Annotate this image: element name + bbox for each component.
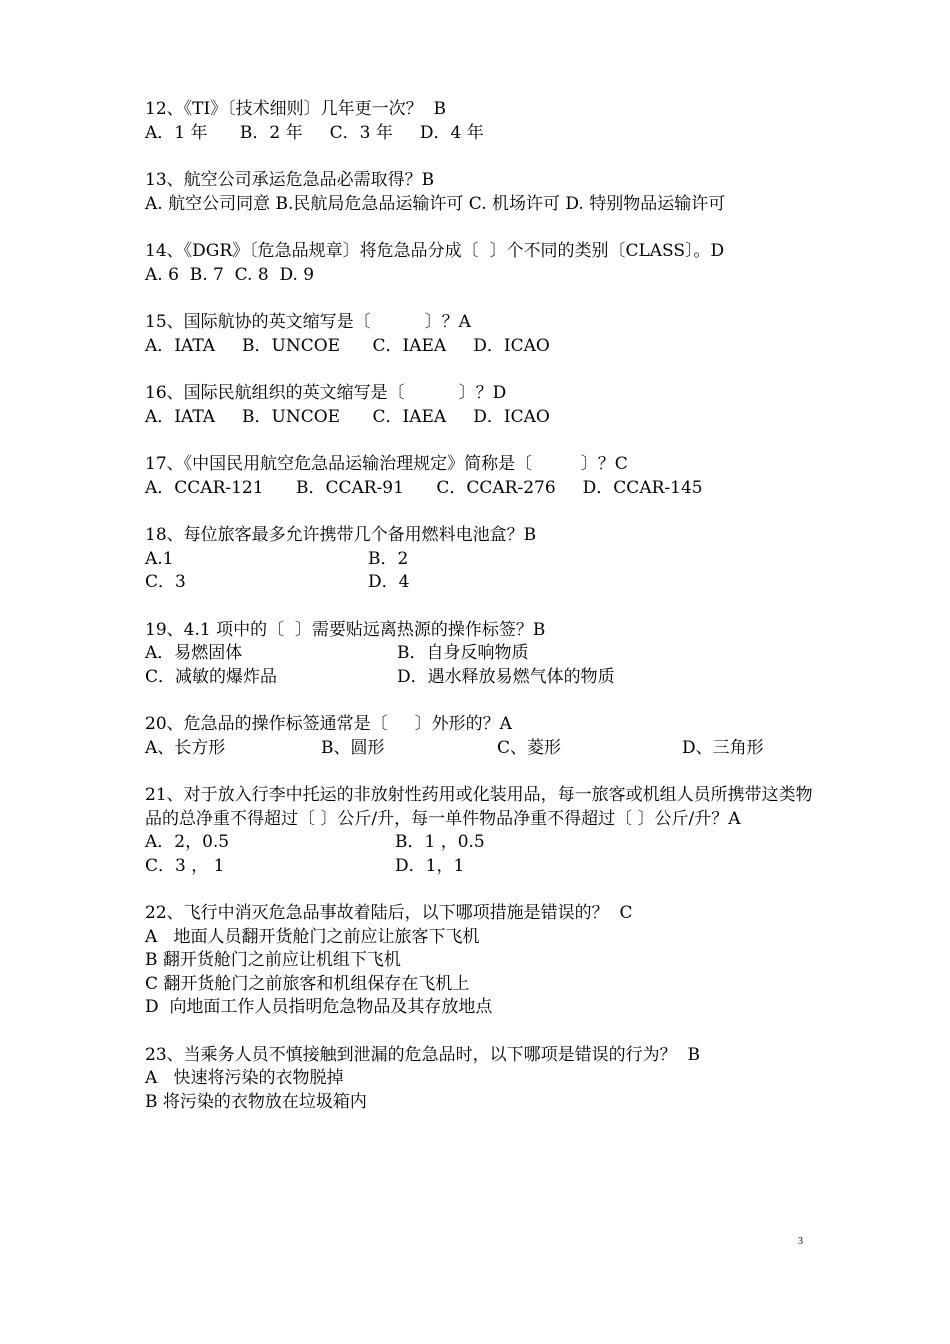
question-16 — [145, 382, 825, 429]
option-a: A．2，0.5 — [145, 832, 230, 852]
question-15 — [145, 311, 825, 358]
option-a: A．易燃固体 — [145, 643, 243, 663]
question-21 — [145, 784, 825, 878]
answer-row — [145, 831, 825, 855]
answer-options: A. 航空公司同意 B.民航局危急品运输许可 C. 机场许可 D. 特别物品运输许可 — [145, 193, 726, 214]
question-text: 23、当乘务人员不慎接触到泄漏的危急品时，以下哪项是错误的行为？ B — [145, 1044, 700, 1065]
option-b: B、圆形 — [321, 737, 385, 758]
answer-option-c: C 翻开货舱门之前旅客和机组保存在飞机上 — [145, 973, 470, 994]
option-c: C、菱形 — [497, 737, 562, 758]
question-list — [145, 98, 825, 1138]
answer-row — [145, 737, 825, 761]
option-c: C．减敏的爆炸品 — [145, 666, 278, 687]
answer-option-a: A 快速将污染的衣物脱掉 — [145, 1068, 344, 1088]
question-text: 12、《TI》〔技术细则〕几年更一次？ B — [145, 99, 446, 119]
answer-options: A．IATA B．UNCOE C．IAEA D．ICAO — [145, 335, 550, 356]
option-d: D、三角形 — [682, 737, 764, 758]
answer-option-a: A 地面人员翻开货舱门之前应让旅客下飞机 — [145, 926, 480, 947]
question-text: 17、《中国民用航空危急品运输治理规定》简称是〔 〕？C — [145, 454, 628, 474]
question-22 — [145, 902, 825, 1020]
answer-row — [145, 571, 825, 595]
question-text: 15、国际航协的英文缩写是〔 〕？A — [145, 312, 471, 332]
question-text: 22、飞行中消灭危急品事故着陆后，以下哪项措施是错误的？ C — [145, 903, 633, 923]
question-14 — [145, 240, 825, 287]
page-number: 3 — [798, 1236, 803, 1247]
option-b: B．1 ，0.5 — [395, 832, 485, 852]
question-13 — [145, 169, 825, 216]
question-text: 20、危急品的操作标签通常是〔 〕外形的？A — [145, 714, 512, 734]
answer-row — [145, 642, 825, 666]
question-text: 13、航空公司承运危急品必需取得？B — [145, 170, 435, 190]
answer-row — [145, 855, 825, 879]
answer-row — [145, 548, 825, 572]
option-c: C．3 ， 1 — [145, 855, 225, 876]
answer-options: A．IATA B．UNCOE C．IAEA D．ICAO — [145, 406, 550, 427]
question-17 — [145, 453, 825, 500]
question-23 — [145, 1044, 825, 1115]
answer-row — [145, 666, 825, 690]
question-18 — [145, 524, 825, 595]
answer-options: A．1 年 B．2 年 C．3 年 D．4 年 — [145, 122, 484, 143]
question-text: 21、对于放入行李中托运的非放射性药用或化装用品，每一旅客或机组人员所携带这类物品的总净重不得超过〔 〕公斤/升，每一单件物品净重不得超过〔 〕公斤/升？A — [145, 785, 813, 829]
answer-options: A. 6 B. 7 C. 8 D. 9 — [145, 264, 315, 285]
option-d: D．1，1 — [395, 855, 465, 876]
question-text: 14、《DGR》〔危急品规章〕将危急品分成〔 〕个不同的类别〔CLASS〕。D — [145, 241, 725, 261]
option-b: B．自身反响物质 — [397, 643, 529, 663]
option-d: D．遇水释放易燃气体的物质 — [397, 666, 615, 687]
question-text: 19、4.1 项中的〔 〕需要贴远离热源的操作标签？B — [145, 619, 546, 640]
question-20 — [145, 713, 825, 760]
answer-option-d: D 向地面工作人员指明危急物品及其存放地点 — [145, 997, 493, 1017]
option-a: A.1 — [145, 548, 174, 569]
question-19 — [145, 619, 825, 690]
question-12 — [145, 98, 825, 145]
option-d: D．4 — [368, 572, 410, 592]
answer-option-b: B 翻开货舱门之前应让机组下飞机 — [145, 950, 401, 970]
option-c: C．3 — [145, 572, 186, 592]
answer-options: A．CCAR-121 B．CCAR-91 C．CCAR-276 D．CCAR-145 — [145, 477, 703, 498]
question-text: 18、每位旅客最多允许携带几个备用燃料电池盒？B — [145, 525, 537, 545]
option-b: B．2 — [368, 548, 409, 569]
option-a: A、长方形 — [145, 737, 226, 758]
question-text: 16、国际民航组织的英文缩写是〔 〕？D — [145, 383, 507, 403]
answer-option-b: B 将污染的衣物放在垃圾箱内 — [145, 1091, 367, 1112]
